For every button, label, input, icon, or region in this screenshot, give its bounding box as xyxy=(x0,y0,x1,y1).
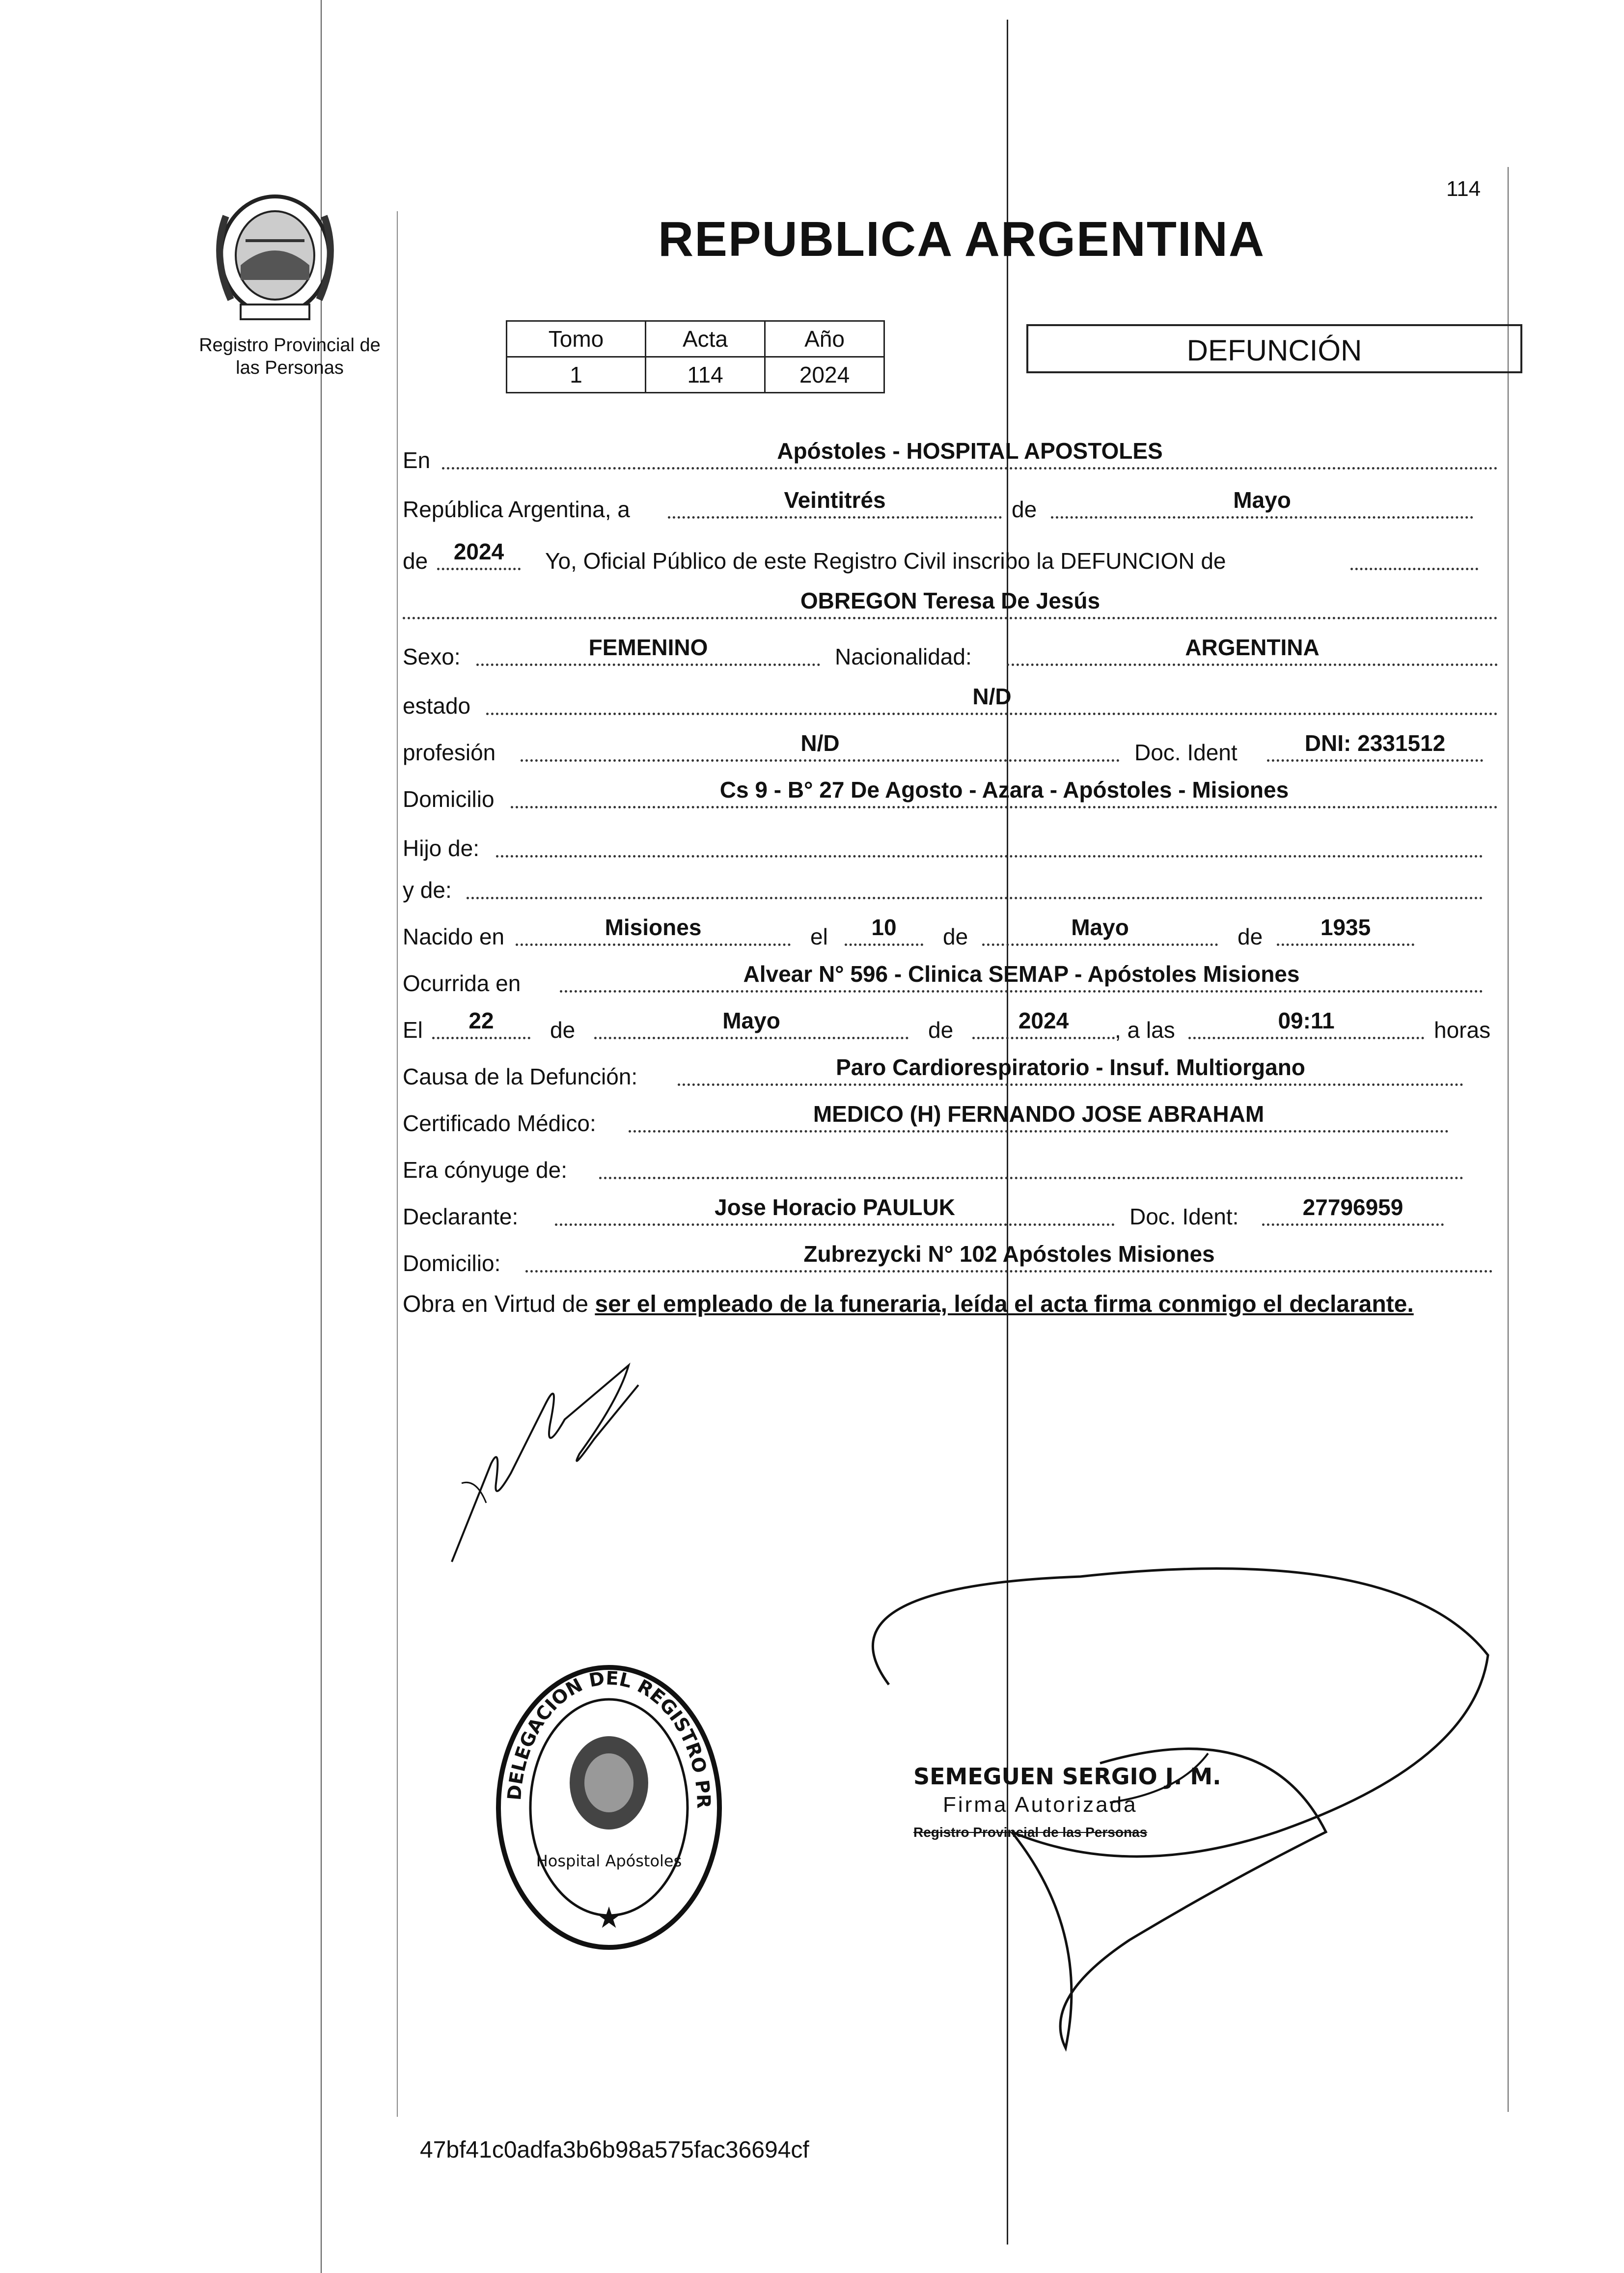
hijo-field xyxy=(496,825,1483,858)
conyuge-field xyxy=(599,1147,1463,1179)
officer-role: Firma Autorizada xyxy=(943,1793,1138,1817)
seal-inner-text: Hospital Apóstoles xyxy=(536,1852,682,1870)
declarante-label: Declarante: xyxy=(403,1204,519,1229)
profesion-label: profesión xyxy=(403,740,496,765)
hijo-label: Hijo de: xyxy=(403,835,479,861)
logo-caption: Registro Provincial de las Personas xyxy=(199,335,381,378)
nacido-label: Nacido en xyxy=(403,924,505,949)
sexo-field: FEMENINO xyxy=(476,634,820,666)
value-acta: 114 xyxy=(646,357,765,393)
de6-label: de xyxy=(928,1017,954,1043)
domicilio-label: Domicilio xyxy=(403,786,495,812)
page-number: 114 xyxy=(1446,177,1481,201)
header-acta: Acta xyxy=(646,321,765,357)
de2-label: de xyxy=(403,548,428,574)
row-inscribo xyxy=(403,538,1483,573)
officer-registry: Registro Provincial de las Personas xyxy=(913,1825,1148,1840)
obra-label: Obra en Virtud de xyxy=(403,1291,589,1317)
month-field: Mayo xyxy=(1051,486,1473,519)
officer-name: SEMEGUEN SERGIO J. M. xyxy=(913,1763,1221,1790)
inscribo-blank xyxy=(1350,538,1478,570)
row-certificado xyxy=(403,1100,1449,1136)
row-hijo xyxy=(403,825,1483,860)
el2-label: El xyxy=(403,1017,423,1043)
certificado-label: Certificado Médico: xyxy=(403,1110,596,1136)
republica-label: República Argentina, a xyxy=(403,497,630,522)
de3-label: de xyxy=(943,924,968,949)
header-tomo: Tomo xyxy=(507,321,646,357)
value-ano: 2024 xyxy=(765,357,884,393)
document-title: REPUBLICA ARGENTINA xyxy=(658,212,1266,267)
de4-label: de xyxy=(1238,924,1263,949)
value-tomo: 1 xyxy=(507,357,646,393)
row-yde xyxy=(403,867,1483,902)
de5-label: de xyxy=(550,1017,576,1043)
doc-field: DNI: 2331512 xyxy=(1267,729,1483,762)
header-ano: Año xyxy=(765,321,884,357)
provincial-logo xyxy=(196,182,354,329)
row-nacido xyxy=(403,914,1478,949)
birth-year-field: 1935 xyxy=(1277,914,1414,946)
row-fecha-defuncion xyxy=(403,1007,1498,1042)
ocurrida-field: Alvear N° 596 - Clinica SEMAP - Apóstoles Misiones xyxy=(560,960,1483,993)
nacionalidad-label: Nacionalidad: xyxy=(835,644,972,669)
profesion-field: N/D xyxy=(521,729,1120,762)
declarant-signature xyxy=(432,1356,658,1581)
death-month-field: Mayo xyxy=(594,1007,908,1039)
birth-day-field: 10 xyxy=(845,914,923,946)
horas-label: horas xyxy=(1434,1017,1491,1043)
en-label: En xyxy=(403,447,431,473)
conyuge-label: Era cónyuge de: xyxy=(403,1157,568,1183)
estado-label: estado xyxy=(403,693,471,719)
domicilio-field: Cs 9 - B° 27 De Agosto - Azara - Apóstoles - Misiones xyxy=(511,776,1498,808)
decl-domicilio-field: Zubrezycki N° 102 Apóstoles Misiones xyxy=(525,1240,1493,1273)
sexo-label: Sexo: xyxy=(403,644,461,669)
death-time-field: 09:11 xyxy=(1188,1007,1424,1039)
officer-signature xyxy=(835,1557,1513,2073)
obra-en-virtud xyxy=(403,1289,1493,1320)
row-causa xyxy=(403,1053,1463,1089)
ocurrida-label: Ocurrida en xyxy=(403,970,521,996)
en-field: Apóstoles - HOSPITAL APOSTOLES xyxy=(442,437,1498,470)
deceased-name-field: OBREGON Teresa De Jesús xyxy=(403,587,1498,619)
row-en xyxy=(403,437,1498,472)
document-type-box: DEFUNCIÓN xyxy=(1026,324,1522,373)
row-estado xyxy=(403,683,1498,718)
row-decl-domicilio xyxy=(403,1240,1493,1275)
inscribo-text: Yo, Oficial Público de este Registro Civil inscribo la DEFUNCION de xyxy=(545,548,1226,574)
causa-label: Causa de la Defunción: xyxy=(403,1064,638,1089)
svg-text:★: ★ xyxy=(596,1901,622,1934)
nacionalidad-field: ARGENTINA xyxy=(1007,634,1498,666)
certificado-field: MEDICO (H) FERNANDO JOSE ABRAHAM xyxy=(629,1100,1449,1133)
day-word-field: Veintitrés xyxy=(668,486,1002,519)
death-year-field: 2024 xyxy=(972,1007,1115,1039)
registry-seal xyxy=(491,1660,727,1955)
decl-doc-label: Doc. Ident: xyxy=(1129,1204,1239,1229)
act-reference-table xyxy=(506,320,885,393)
row-ocurrida xyxy=(403,960,1483,996)
year-field: 2024 xyxy=(437,538,521,570)
causa-field: Paro Cardiorespiratorio - Insuf. Multiorgano xyxy=(678,1053,1463,1086)
doc-label: Doc. Ident xyxy=(1134,740,1238,765)
row-deceased-name xyxy=(403,587,1498,622)
death-day-field: 22 xyxy=(432,1007,530,1039)
decl-domicilio-label: Domicilio: xyxy=(403,1250,501,1276)
nacido-field: Misiones xyxy=(516,914,791,946)
row-fecha-acta xyxy=(403,486,1483,522)
declarante-field: Jose Horacio PAULUK xyxy=(555,1193,1115,1226)
yde-label: y de: xyxy=(403,877,452,903)
yde-field xyxy=(467,867,1483,899)
alas-label: , a las xyxy=(1115,1017,1175,1043)
row-declarante xyxy=(403,1193,1444,1229)
birth-month-field: Mayo xyxy=(982,914,1218,946)
row-sexo xyxy=(403,634,1498,669)
row-domicilio xyxy=(403,776,1498,811)
seal-outer-text: DELEGACION DEL REGISTRO PR xyxy=(503,1667,715,1809)
de-label: de xyxy=(1012,497,1037,522)
obra-value: ser el empleado de la funeraria, leída el acta firma conmigo el declarante. xyxy=(595,1291,1414,1317)
estado-field: N/D xyxy=(486,683,1498,715)
document-hash: 47bf41c0adfa3b6b98a575fac36694cf xyxy=(420,2137,809,2163)
decl-doc-field: 27796959 xyxy=(1262,1193,1444,1226)
margin-line xyxy=(397,211,398,2117)
row-profesion xyxy=(403,729,1483,765)
row-conyuge xyxy=(403,1147,1463,1182)
el-label: el xyxy=(810,924,828,949)
